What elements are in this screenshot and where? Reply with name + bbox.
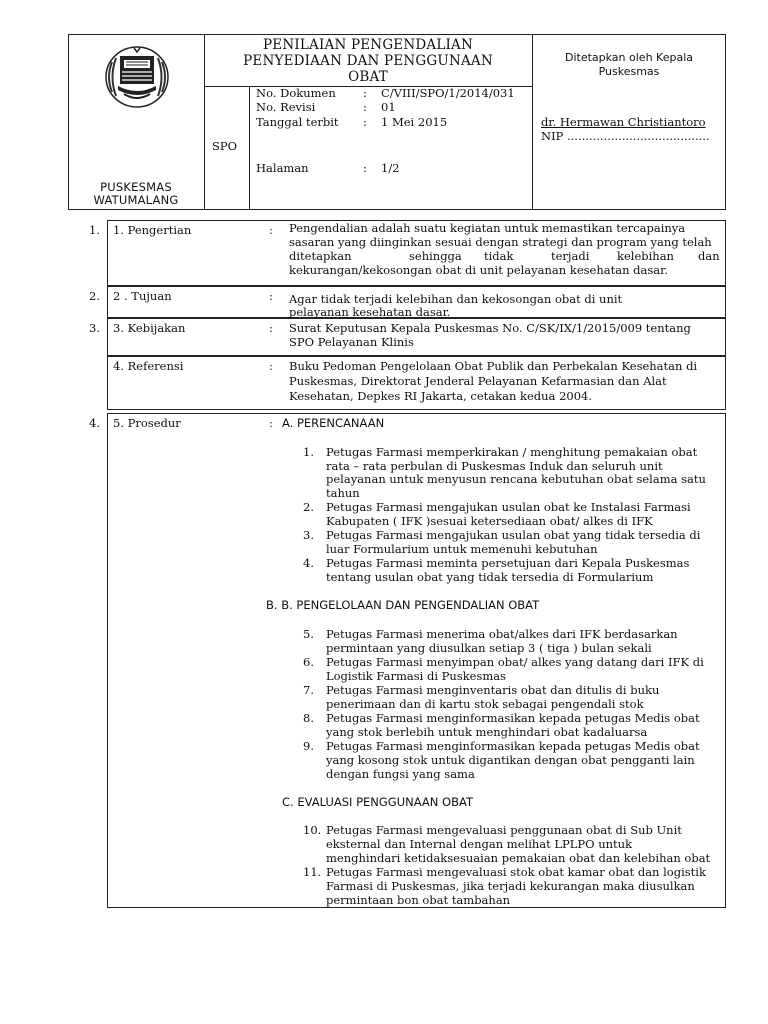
section-sep: : [269,289,273,303]
procedure-item-text: penerimaan dan di kartu stok sebagai pengendali stok [326,697,644,711]
procedure-item-text: pelayanan untuk menyusun rencana kebutuhan obat selama satu [326,472,706,486]
meta-sep: : [363,115,367,129]
approval-block [532,51,726,78]
procedure-item-text: Farmasi di Puskesmas, jika terjadi kekurangan maka diusulkan [326,879,695,893]
procedure-item-text: Petugas Farmasi memperkirakan / menghitung pemakaian obat [326,445,698,459]
section-label-tujuan: 2 . Tujuan [113,289,172,303]
meta-value-page: 1/2 [381,161,400,175]
procedure-item-number: 8. [303,711,314,725]
section-label-prosedur: 5. Prosedur [113,416,181,430]
pengertian-spread-word: tidak [484,249,514,263]
procedure-item-number: 7. [303,683,314,697]
subsection-heading-b: B. B. PENGELOLAAN DAN PENGENDALIAN OBAT [266,598,540,612]
procedure-item-number: 5. [303,627,314,641]
pengertian-spread-word: kelebihan [617,249,674,263]
procedure-item-number: 10. [303,823,322,837]
org-name-line2: WATUMALANG [93,193,179,207]
pengertian-line: sasaran yang diinginkan sesuai dengan strategi dan program yang telah [289,235,712,249]
section-label-pengertian: 1. Pengertian [113,223,192,237]
procedure-item-text: Petugas Farmasi menginformasikan kepada petugas Medis obat [326,711,700,725]
approval-line1: Ditetapkan oleh Kepala [564,51,693,64]
tujuan-line: Agar tidak terjadi kelebihan dan kekosongan obat di unit [289,292,623,306]
subsection-heading-a: A. PERENCANAAN [282,416,385,430]
procedure-item-text: yang kosong stok untuk digantikan dengan obat pengganti lain [326,753,695,767]
procedure-item-number: 9. [303,739,314,753]
pengertian-spread-word: terjadi [551,249,590,263]
procedure-item-text: tahun [326,486,360,500]
section-sep: : [269,359,273,373]
section-sep: : [269,223,273,237]
section-sep: : [269,321,273,335]
pengertian-spread-word: sehingga [409,249,462,263]
title-line2: PENYEDIAAN DAN PENGGUNAAN [243,53,493,69]
procedure-item-text: Petugas Farmasi mengevaluasi stok obat kamar obat dan logistik [326,865,706,879]
meta-value-issue-date: 1 Mei 2015 [381,115,448,129]
procedure-item-number: 2. [303,500,314,514]
org-name [68,181,204,207]
meta-value-doc-no: C/VIII/SPO/1/2014/031 [381,86,515,100]
procedure-item-text: Kabupaten ( IFK )sesuai ketersediaan obat/ alkes di IFK [326,514,653,528]
procedure-item-text: Petugas Farmasi menyimpan obat/ alkes yang datang dari IFK di [326,655,704,669]
procedure-item-text: luar Formularium untuk memenuhi kebutuhan [326,542,598,556]
kebijakan-line: SPO Pelayanan Klinis [289,335,414,349]
title-line1: PENILAIAN PENGENDALIAN [262,37,474,53]
outer-number: 3. [89,321,100,335]
title-line3: OBAT [348,69,388,85]
section-label-referensi: 4. Referensi [113,359,184,373]
section-label-kebijakan: 3. Kebijakan [113,321,186,335]
procedure-item-text: permintaan bon obat tambahan [326,893,511,907]
signer-nip: NIP ....................................... [541,129,710,143]
procedure-item-text: Petugas Farmasi mengajukan usulan obat ke Instalasi Farmasi [326,500,691,514]
procedure-item-text: Petugas Farmasi menginventaris obat dan ditulis di buku [326,683,660,697]
outer-number: 4. [89,416,100,430]
org-name-line1: PUSKESMAS [100,180,172,194]
meta-label-page: Halaman [256,161,309,175]
procedure-item-text: eksternal dan Internal dengan melihat LPLPO untuk [326,837,633,851]
procedure-item-text: Petugas Farmasi menginformasikan kepada petugas Medis obat [326,739,700,753]
procedure-item-number: 11. [303,865,322,879]
puskesmas-logo [104,44,170,110]
meta-label-doc-no: No. Dokumen [256,86,336,100]
procedure-item-number: 3. [303,528,314,542]
meta-label-issue-date: Tanggal terbit [256,115,339,129]
procedure-item-text: Petugas Farmasi mengevaluasi penggunaan obat di Sub Unit [326,823,682,837]
subsection-heading-c: C. EVALUASI PENGGUNAAN OBAT [282,795,473,809]
procedure-item-text: dengan fungsi yang sama [326,767,475,781]
kebijakan-line: Surat Keputusan Kepala Puskesmas No. C/SK/IX/1/2015/009 tentang [289,321,691,335]
procedure-item-text: Logistik Farmasi di Puskesmas [326,669,507,683]
header-divider-spo [249,86,250,210]
approval-line2: Puskesmas [598,64,660,78]
meta-sep: : [363,161,367,175]
pengertian-line: kekurangan/kekosongan obat di unit pelayanan kesehatan dasar. [289,263,668,277]
document-title [204,37,532,85]
procedure-item-text: tentang usulan obat yang tidak tersedia di Formularium [326,570,654,584]
procedure-item-number: 4. [303,556,314,570]
referensi-line: Kesehatan, Depkes RI Jakarta, cetakan kedua 2004. [289,389,592,403]
procedure-item-text: Petugas Farmasi meminta persetujuan dari Kepala Puskesmas [326,556,690,570]
tujuan-line: pelayanan kesehatan dasar. [289,305,451,319]
referensi-line: Puskesmas, Direktorat Jenderal Pelayanan Kefarmasian dan Alat [289,374,667,388]
procedure-item-number: 6. [303,655,314,669]
referensi-line: Buku Pedoman Pengelolaan Obat Publik dan Perbekalan Kesehatan di [289,359,698,373]
meta-value-revision: 01 [381,100,396,114]
outer-number: 2. [89,289,100,303]
procedure-item-text: rata – rata perbulan di Puskesmas Induk dan seluruh unit [326,459,663,473]
procedure-item-text: Petugas Farmasi mengajukan usulan obat yang tidak tersedia di [326,528,701,542]
section-sep: : [269,416,273,430]
spo-label: SPO [212,139,238,153]
pengertian-spread-word: ditetapkan [289,249,352,263]
meta-label-revision: No. Revisi [256,100,316,114]
signer-name: dr. Hermawan Christiantoro [541,115,706,129]
meta-sep: : [363,86,367,100]
procedure-item-text: menghindari ketidaksesuaian pemakaian obat dan kelebihan obat [326,851,711,865]
pengertian-spread-word: dan [698,249,720,263]
pengertian-line: Pengendalian adalah suatu kegiatan untuk memastikan tercapainya [289,221,686,235]
procedure-item-text: Petugas Farmasi menerima obat/alkes dari IFK berdasarkan [326,627,678,641]
meta-sep: : [363,100,367,114]
procedure-item-text: yang stok berlebih untuk menghindari obat kadaluarsa [326,725,648,739]
procedure-item-number: 1. [303,445,314,459]
procedure-item-text: permintaan yang diusulkan setiap 3 ( tiga ) bulan sekali [326,641,652,655]
outer-number: 1. [89,223,100,237]
